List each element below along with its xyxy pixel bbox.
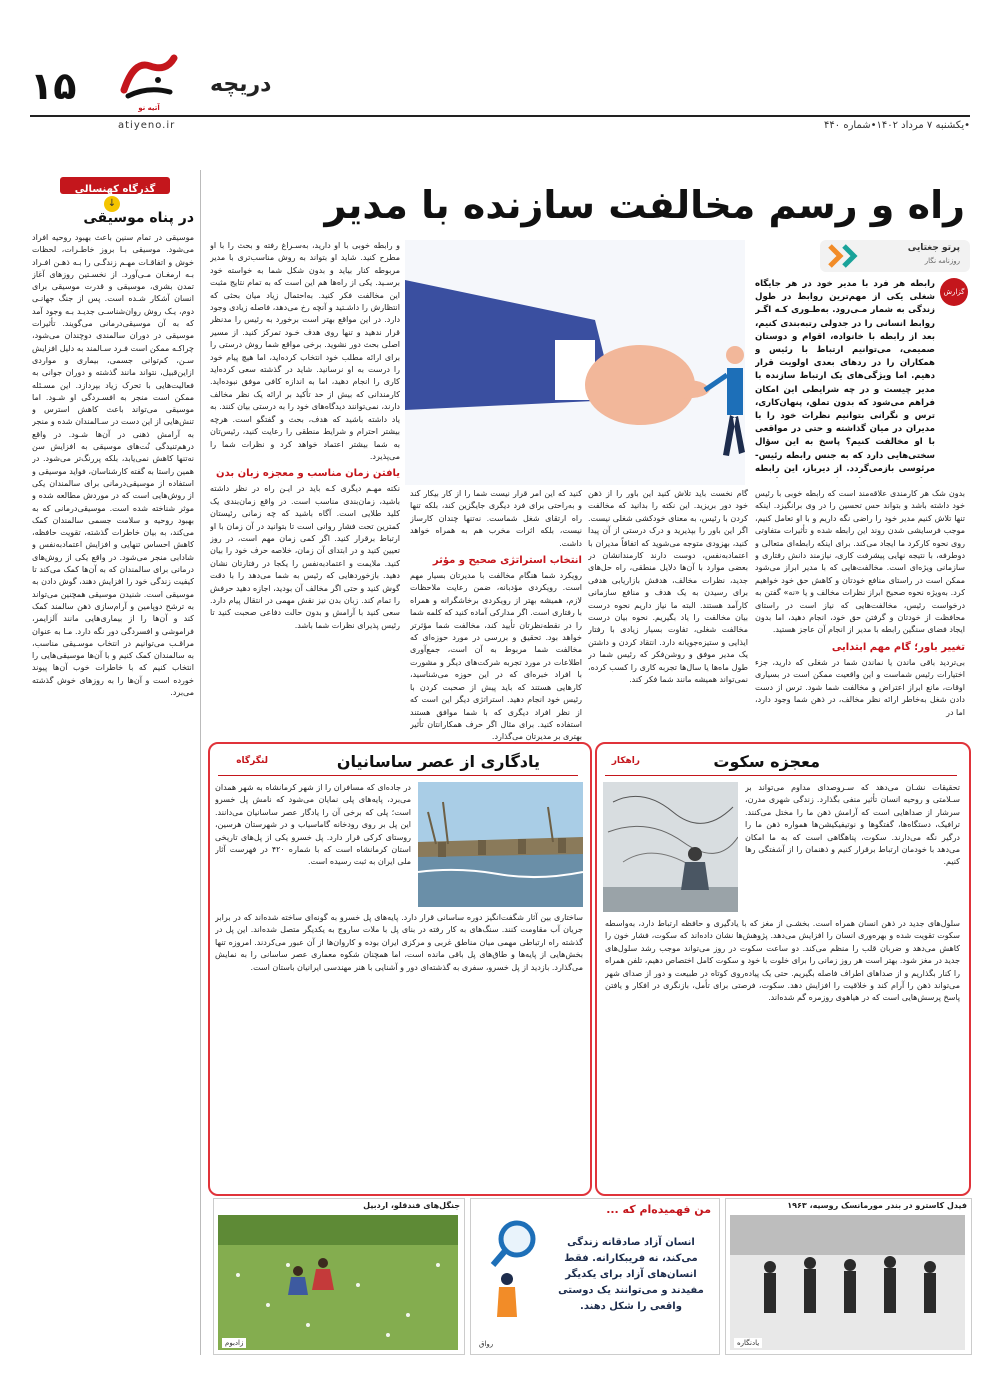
forest-title: جنگل‌های فندقلو، اردبیل [363, 1201, 460, 1210]
history-title: یادگاری از عصر ساسانیان [336, 752, 540, 771]
magnifier-icon [483, 1217, 543, 1327]
logo [118, 52, 180, 104]
article-lead: رابطه هر فرد با مدیر خود در هر جایگاه شغلی یکی از مهم‌ترین روابط در طول زندگی به شمار مـی‌رود. به‌طـوری کـه اگـر روابط انسانی را در جدولی رتبه‌بندی کنیم، بعد از رابطه با خانواده، اقوام و دوستان صمیمی، می‌توانیم ارتباط با رئیس و همکاران را در ردهای بعدی اولویت قرار دهیم. اما ویژگی‌های یک ارتباط سازنده با مدیر چیست و در چه شرایطی این امکان فراهم می‌شود که بدون تملق، پنهان‌کاری، ترس و نگرانی بتوانیم نظرات خود را با مدیران در میان گذاشته و حتی در مواقعی با او مخالفت کنیم؟ پاسخ به این سؤال سختی‌هایی دارد که به جنس رابطه رئیس-مرئوسی بازمی‌گردد. از دیرباز، این رابطه [755, 279, 935, 474]
silence-rule [605, 775, 957, 776]
col2-para1: گام نخست باید تلاش کنید این باور را از ذهن خود دور بریزید. این نکته را بدانید که مخالفت کردن با رئیس، به معنای خودکشی شغلی نیست. اگر این باور را بپذیرید و درک درستی از آن پیدا کنید، بهزودی متوجه می‌شوید که اتفاقاً مدیران با اعتمادبه‌نفس، دوست دارند کارمندانشان در بعضی موارد با آن‌ها دلایل منطقی، راه حل‌های جدید، نظرات مخالف، هدفش بازاریابی هدفی برای رسیدن به یک هدف و منافع سازمانی کارآمد هستند. البته ما نیاز داریم نحوه درست بیان مخالفت را یاد بگیریم. نحوه بیان درست مخالفت شغلی، تفاوت بسیار زیادی با رفتار ایذایی و ستیزه‌جویانه دارد. انتقاد کردن و داشتن یک مدیر موفق و روشن‌فکر که رئیس شما در طول ماه‌ها یا سال‌ها تجربه کاری را کسب کرده، نمی‌تواند همیشه مانند شما فکر کند. [588, 489, 748, 685]
col1-para2: بی‌تردید باقی ماندن یا نماندن شما در شغلی که دارید، جزء اختیارات رئیس شماست و این واقعیت ممکن است در بسیاری اوقات، مانع ابراز اعتراض و مخالفت شما شود. ترس از دست دادن شغل به‌خاطر ارائه نظر مخالف، در ذهن شما وجود دارد، اما در [755, 657, 965, 717]
bridge-image [418, 782, 583, 907]
col3-para2: رویکرد شما هنگام مخالفت با مدیرتان بسیار مهم است. رویکردی مؤدبانه، ضمن رعایت ملاحظات لازم، همیشه بهتر از رویکردی برخاشگرانه و همراه با رفتاری است. اگر مدارکی آماده کنید که کلمه شما را در نقطه‌نظرتان تأیید کند، مخالفت شما مؤثرتر خواهد بود. تحقیق و بررسی در مورد حوزه‌ای که مخالفت شما مربوط به آن است، جمع‌آوری اطلاعات در مورد تجربه شرکت‌های دیگر و مشورت با افراد خبره‌ای که در این حوزه می‌شناسید، کارهایی هستند که باید پیش از صحبت کردن با رئیس خود انجام دهید. استراتژی دیگر این است که از نظر افراد دیگری که با شما موافق هستند استفاده کنید. برای مثال اگر حرف همکارانتان تأثیر بهتری بر مدیرتان می‌گذارد. [410, 571, 582, 742]
silence-body-1: تحقیقات نشـان می‌دهد که سـروصدای مداوم می‌تواند بر سـلامتی و روحیه انسان تأثیر منفی بگذارد. زندگی شهری مدرن، سرشار از صداهایی است که آرامش ذهن ما را مختل می‌کنند. ترافیک، دستگاه‌ها، گفتگوها و نوتیفیکیشن‌ها همواره ذهن ما را درگیر نگه می‌دارند. سکوت، پناهگاهی است که به ما امکان می‌دهد با خودمان ارتباط برقرار کنیم و ذهنمان را از آشفتگی رها کنیم. [745, 783, 960, 867]
boss-hand-illustration [405, 240, 745, 485]
sidebar-title: در پناه موسیقی [83, 210, 194, 226]
forest-photo [218, 1215, 458, 1350]
col4-subhead: یافتن زمان مناسب و معجزه زبان بدن [216, 468, 400, 480]
castro-panel [725, 1198, 972, 1355]
author-card [820, 240, 970, 272]
castro-credit: یادنگاره [734, 1338, 762, 1348]
author-role: روزنامه نگار [924, 257, 960, 265]
silence-photo [603, 782, 738, 912]
author-name: پرتو جغتایی [907, 243, 960, 253]
quote-kicker: من فهمیده‌ام که ... [606, 1203, 711, 1216]
report-tag [940, 278, 968, 306]
logo-text: آتیه نو [138, 104, 160, 112]
silence-title: معجزه سکوت [713, 752, 820, 771]
sidebar-kicker: گذرگاه کهنسالی [74, 184, 156, 195]
history-body-2: ساختاری بین آثار شگفت‌انگیز دوره ساسانی قرار دارد. پایه‌های پل خسرو به گونه‌ای ساخته شده‌اند که در برابر جریان آب مقاومت کنند. سنگ‌های به کار رفته در بنای پل با ملات ساروج به یکدیگر متصل شده‌اند. این پل در گذشته راه ارتباطی مهمی میان مناطق غربی و مرکزی ایران بوده و کاروان‌ها از آن عبور می‌کردند. امروزه تنها بخش‌هایی از پایه‌ها و طاق‌های پل باقی مانده است، اما همچنان شکوه معماری عصر ساسانی را به نمایش می‌گذارد. بازدید از پل خسرو، سفری به گذشته‌ای دور و آشنایی با هنر مهندسی ایرانیان باستان است. [215, 913, 583, 972]
article-col-4 [210, 240, 400, 780]
history-photo [418, 782, 583, 907]
man-sitting-image [603, 782, 738, 912]
article-illustration [405, 240, 745, 485]
report-tag-label: گزارش [943, 288, 965, 296]
page-number: ۱۵ [30, 64, 77, 108]
history-rule [218, 775, 578, 776]
snow-group-photo [730, 1215, 965, 1350]
article-col-3 [410, 488, 582, 780]
article-col-1 [755, 488, 965, 780]
masthead-rule [30, 115, 970, 117]
logo-mark [118, 52, 180, 104]
col4-para2: نکته مهـم دیگری کـه باید در ایـن راه در نظر داشته باشید، زمان‌بندی مناسب است. در واقع زمان‌بندی یک کلید طلایی است. آگاه باشید که چه زمانی رئیستان کمترین تحت فشار روانی است تا بتوانید در آن زمان با او ارتباط برقرار کنید. اگر کمی زمان مهم است، در روز تعیین کنید و در ابتدای آن زمان، خلاصه حرف خود را بیان کنید. ملایمت و اعتمادبه‌نفس را یکجا در رفتارتان نشان دهید. بازخوردهایی که رئیس به شما می‌دهد را با دقت گوش کنید و حتی اگر مخالف آن بودید، اجازه دهید حرفش را تمام کند. زبان بدن نیز نقش مهمی در انتقال پیام دارد. سعی کنید با آرامش و بدون حالت دفاعی صحبت کنید تا رئیس پذیرای نظرات شما باشد. [210, 484, 400, 630]
castro-title: فیدل کاسترو در بندر مورمانسک روسیه، ۱۹۶۳ [787, 1201, 967, 1210]
history-body-1: در جاده‌ای که مسافران را از شهر کرمانشاه به شهر همدان می‌برد، پایه‌های پلی نمایان می‌شود که نامش پل خسرو است؛ پلی که برخی آن را یادگار عصر ساسانیان می‌دانند. این پل بر روی رودخانه گاماسیاب و در شهرستان هرسین، روستای کرکی قرار دارد. پل خسرو یکی از پل‌های تاریخی استان کرمانشاه است که با شماره ۴۲۰ در فهرست آثار ملی ایران به ثبت رسیده است. [215, 783, 411, 867]
section-title: دریچه [210, 72, 272, 97]
quote-panel [470, 1198, 720, 1355]
col3-para1: کنید که این امر قرار نیست شما را از کار بیکار کند و به‌راحتی برای فرد دیگری جایگزین کند، بلکه تنها راه ارتقای شغل شماست. نه‌تنها چندان کارساز نیست، بلکه اثرات مخرب هم به همراه خواهد داشت. [410, 489, 582, 548]
silence-kicker: راهکار [611, 756, 640, 766]
castro-photo [730, 1215, 965, 1350]
col1-para1: بدون شک هر کارمندی علاقه‌مند است که رابطه خوبی با رئیس خود داشته باشد و بتواند حس تحسین را در وی برانگیزد. اینکه تنها تلاش کنیم مدیر خود را راضی نگه داریم و با او تعامل کنیم، موجب فرسایشی شدن روند این رابطه شده و تأثیرات متفاوتی روی نحوه کارکرد ما ایجاد می‌کند. برای اینکه رابطه‌ای متعالی و دوطرفه، با نتیجه نهایی پیشرفت کاری، نیازمند دانش رفتاری و سازمانی ویژه‌ای است. مخالفت‌هایی که با مدیر ابراز می‌شود ممکن است در راستای منافع خودتان و کاهش حق خود خواهیم کرد. به‌ویژه نحوه صحیح ابراز نظرات مخالف و یا «نه» گفتن به درخواست رئیس، مخالفت‌هایی که نیاز است در راستای محافظت از خودتان و گرفتن حق خود، انجام دهید، اما بدون ایجاد فضای سنگین رابطه با مدیر از انجام آن عاجز هستید. [755, 489, 965, 635]
quote-text: انسان آزاد صادقانه زندگی می‌کند، نه فریبکارانه. فقط انسان‌های آزاد برای یکدیگر مفیدند و می‌توانند یک دوستی واقعی را شکل دهند. [558, 1237, 704, 1312]
article-col-2 [588, 488, 748, 780]
history-kicker: لنگرگاه [236, 756, 268, 766]
date-issue: •یکشنبه ۷ مرداد ۱۴۰۲•شماره ۴۴۰ [824, 120, 970, 131]
sidebar-body: موسیقی در تمام سنین باعث بهبود روحیه افراد می‌شود. موسیقی بـا بروز خاطـرات، لحظات خوش و اتفاقـات مهـم زندگـی را بـه ذهـن افـراد بـه ارمغـان مـی‌آورد. از نخسـتین روزهای آغاز تمدن بشری، موسیقی و قدرت موسیقی برای انسان آشکار شـده است. پس از جنگ جهانـی دوم، یـک روش روان‌شناسـی جدیـد بـه وجود آمد که به آن موسیقی‌درمانی می‌گویند. تأثیرات موسیقی در دوران سالمندی دوچندان می‌شود، چراکـه ممکن است فـرد سـالمند به دلیل افزایش سـن، کم‌توانی جسمی، بیماری و مواردی ازاین‌قبیل، نتواند مانند گذشته و دوران جوانی به فعالیت‌هایی با تحرک زیاد بپردازد. این مسـئله ممکن است منجر به افسـردگی او شـود. اما موسیقی می‌تواند باعث کاهش استرس و تنش‌هایی از این دست در سـالمندان شده و منجر به آرامش ذهنی در آن‌ها شـود. در واقع درهم‌تنیدگی نُت‌های موسیقی به افزایش سن نه‌تنها کاهش نمی‌یابد، بلکه پررنگ‌تر می‌شود. در همین راستا به گفته کارشناسان، فواید موسیقی و استفاده از موسیقی‌درمانی برای سالمندان یکی از روش‌هایی است که در موردش مطالعه شده و موثر شناخته شده است. موسیقی‌درمانی که به بهبود روحیه و سلامت جسمی سالمندان کمک می‌کند، به بیان خاطرات گذشته، تقویت حافظه، کاهش احساس تنهایی و افزایش اعتمادبه‌نفس و شادابی منجر می‌شود. در واقع یکی از روش‌های درمانی برای سالمندان که به آن‌ها کمک می‌کند تا کیفیت زندگی خود را افزایش دهند، گوش دادن به موسیقی است. شنیدن موسیقی همچنین می‌تواند به ترشح دوپامین و آرام‌سازی ذهن سالمند کمک کند و آن‌ها را از بیماری‌هایی مانند آلزایمر، فراموشی و افسردگی دور نگه دارد. مـا به عنوان مراقـب می‌توانیم در انتخاب موسـیقی مناسب، به سالمندان کمک کنیم و با آن‌ها موسیقی‌هایی را انتخاب کنیم که با خاطرات خوب آن‌ها پیوند خورده است و آن‌ها را به روزهای خوش گذشته می‌برد. [32, 233, 194, 697]
chevron-icon [826, 244, 872, 268]
quote-credit: رواق [479, 1340, 494, 1348]
arrow-down-icon: ↓ [104, 196, 120, 212]
forest-credit: زادبوم [222, 1338, 246, 1348]
site-url[interactable]: atiyeno.ir [118, 120, 176, 131]
col1-subhead: تغییر باور؛ گام مهم ابتدایی [831, 641, 965, 653]
silence-body-2: سلول‌های جدید در ذهن انسان همراه است. بخشـی از مغز که با یادگیری و حافظه ارتباط دارد، به‌واسطه سکوت تقویت شده و بهره‌وری انسان را افزایش می‌دهد. پژوهش‌ها نشان داده‌اند که سکوت، فشار خون را کاهش می‌دهد و ضربان قلب را منظم می‌کند. دو ساعت سکوت در روز می‌تواند موجب رشد سلول‌های جدید در مغز شود. بهتر است هر روز زمانی را برای خلوت با خود و سکوت کامل اختصاص دهیم، تلفن همراه را کنار بگذاریم و از صداهای اطراف فاصله بگیریم. حتی یک پیاده‌روی کوتاه در طبیعت و دور از صدای شهر می‌تواند ذهن را آرام کند و خلاقیت را افزایش دهد. سکوت، فرصتی برای تأمل، بازنگری در افکار و یافتن پاسخ پرسش‌هایی است که در هیاهوی روزمره گم شده‌اند. [605, 919, 960, 1003]
sidebar-divider [200, 170, 201, 1355]
col3-subhead: انتخاب استراتژی صحیح و مؤثر [432, 555, 582, 567]
main-headline: راه و رسم مخالفت سازنده با مدیر [324, 183, 965, 227]
sidebar-kicker-badge [60, 177, 170, 194]
meadow-image [218, 1215, 458, 1350]
col4-para1: و رابطه خوبی با او دارید، به‌سـراغ رفته و بحث را با او مطرح کنید. شاید او بتواند به روش مناسب‌تری با مدیر مربوطه کنار بیاید و بدون شکل شما به خواسته خود برسـید. یکی از راه‌ها هم این است که به تمام نتایج مثبت این مخالفت فکر کنید. به‌احتمال زیاد میان بحثی که انتظارش را داشـتید و آنچه رخ می‌دهد، فاصله زیادی وجود دارد. در این مواقع بهتر است برخورد به رئیس را مدنظر قرار ندهید و تنها روی هدف خـود تمرکز کنید. از مسیر اصلی بحث دور نشوید. برخی مواقع شما روش درستی را برای ارائه مطلب خود انتخاب کرده‌اید، اما هیچ پیام خود را درست به او نرسانید. شاید در گذشته سعی کرده‌اید کاری را انجام دهید، اما به اندازه کافی موفق نبوده‌اید. کارمندانی که بیش از حد تأکید بر ارائه یک نظر مخالف دارند، نمی‌توانند دیدگاه‌های خود را به درستی بیان کنند. به یاد داشته باشید که هدف، بحث و گفتگو است. هرچه بیشتر احترام و شرایط منطقی را رعایت کنید، رئیس‌تان به شما بیشتر اعتماد خواهد کرد و نظرات شما را می‌پذیرد. [210, 241, 400, 461]
forest-panel [213, 1198, 465, 1355]
